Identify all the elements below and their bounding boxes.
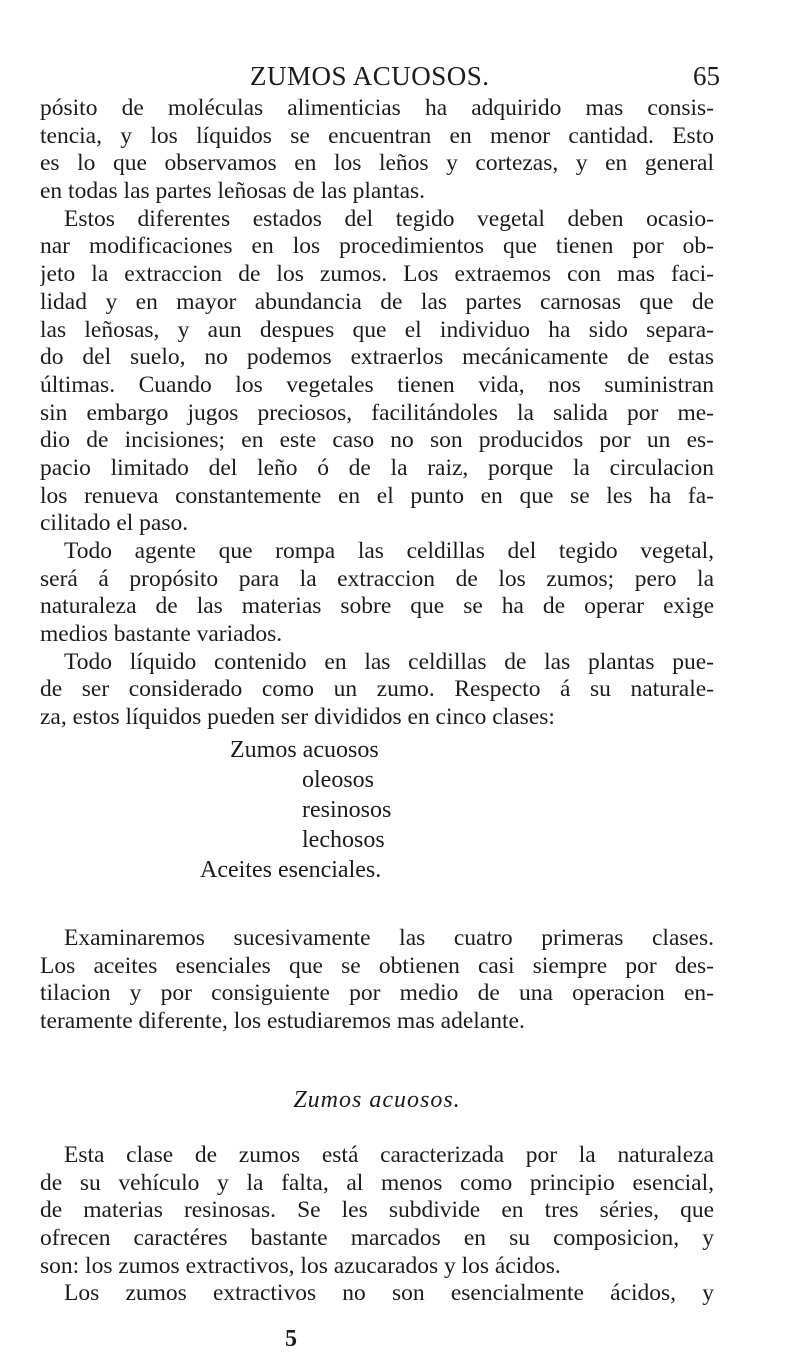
text-line: en todas las partes leñosas de las plantas.	[40, 178, 426, 205]
text-line: Los aceites esenciales que se obtienen casi siempre por des-	[40, 952, 714, 979]
section-body	[40, 1142, 714, 1308]
text-line: es lo que observamos en los leños y cortezas, y en general	[40, 150, 714, 177]
text-line: jeto la extraccion de los zumos. Los extraemos con mas faci-	[40, 261, 714, 288]
class-item: resinosos	[302, 797, 392, 823]
section-heading: Zumos acuosos.	[293, 1087, 461, 1113]
class-item: Aceites esenciales.	[200, 857, 382, 883]
text-line: medios bastante variados.	[40, 621, 283, 648]
text-line: Todo líquido contenido en las celdillas de las plantas pue-	[64, 648, 714, 675]
class-item: Zumos acuosos	[230, 737, 379, 763]
text-line: za, estos líquidos pueden ser divididos en cinco clases:	[40, 704, 555, 731]
text-line: son: los zumos extractivos, los azucarados y los ácidos.	[40, 1252, 561, 1279]
paragraph	[40, 538, 714, 649]
text-line: dio de incisiones; en este caso no son producidos por un es-	[40, 427, 714, 454]
text-line: Esta clase de zumos está caracterizada por la naturaleza	[64, 1142, 714, 1168]
text-line: tilacion y por consiguiente por medio de una operacion en-	[40, 980, 714, 1007]
paragraph	[40, 206, 714, 538]
text-line: Estos diferentes estados del tegido vegetal deben ocasio-	[64, 205, 714, 232]
text-line: las leñosas, y aun despues que el individuo ha sido separa-	[40, 316, 714, 343]
paragraph	[40, 925, 714, 1036]
paragraph	[40, 649, 714, 732]
text-line: pósito de moléculas alimenticias ha adquirido mas consis-	[40, 95, 714, 121]
paragraph	[40, 1142, 714, 1280]
text-line: de ser considerado como un zumo. Respecto á su naturale-	[40, 676, 714, 703]
text-line: Todo agente que rompa las celdillas del tegido vegetal,	[64, 538, 714, 564]
class-item: oleosos	[302, 767, 374, 793]
text-line: ofrecen caractéres bastante marcados en su composicion, y	[40, 1225, 714, 1252]
text-line: Examinaremos sucesivamente las cuatro primeras clases.	[64, 925, 714, 951]
body-text	[40, 95, 714, 1307]
text-line: de su vehículo y la falta, al menos como principio esencial,	[40, 1169, 714, 1196]
paragraph	[40, 95, 714, 206]
text-line: los renueva constantemente en el punto en que se les ha fa-	[40, 482, 714, 509]
text-line: será á propósito para la extraccion de los zumos; pero la	[40, 565, 714, 592]
text-line: teramente diferente, los estudiaremos mas adelante.	[40, 1008, 525, 1035]
text-line: do del suelo, no podemos extraerlos mecánicamente de estas	[40, 344, 714, 371]
text-line: sin embargo jugos preciosos, facilitándoles la salida por me-	[40, 399, 714, 426]
text-line: naturaleza de las materias sobre que se ha de operar exige	[40, 593, 714, 620]
text-line: Los zumos extractivos no son esencialmente ácidos, y	[64, 1280, 714, 1307]
paragraph	[40, 1280, 714, 1308]
running-head: ZUMOS ACUOSOS.	[250, 61, 490, 91]
text-line: cilitado el paso.	[40, 510, 189, 537]
text-line: tencia, y los líquidos se encuentran en menor cantidad. Esto	[40, 122, 714, 149]
text-line: últimas. Cuando los vegetales tienen vida, nos suministran	[40, 371, 714, 398]
page-number: 65	[693, 61, 720, 91]
text-line: pacio limitado del leño ó de la raiz, porque la circulacion	[40, 454, 714, 481]
signature-mark: 5	[285, 1326, 297, 1352]
text-line: lidad y en mayor abundancia de las partes carnosas que de	[40, 288, 714, 315]
page-header	[40, 58, 720, 94]
text-line: de materias resinosas. Se les subdivide en tres séries, que	[40, 1197, 714, 1224]
text-line: nar modificaciones en los procedimientos que tienen por ob-	[40, 233, 714, 260]
class-item: lechosos	[302, 827, 385, 853]
